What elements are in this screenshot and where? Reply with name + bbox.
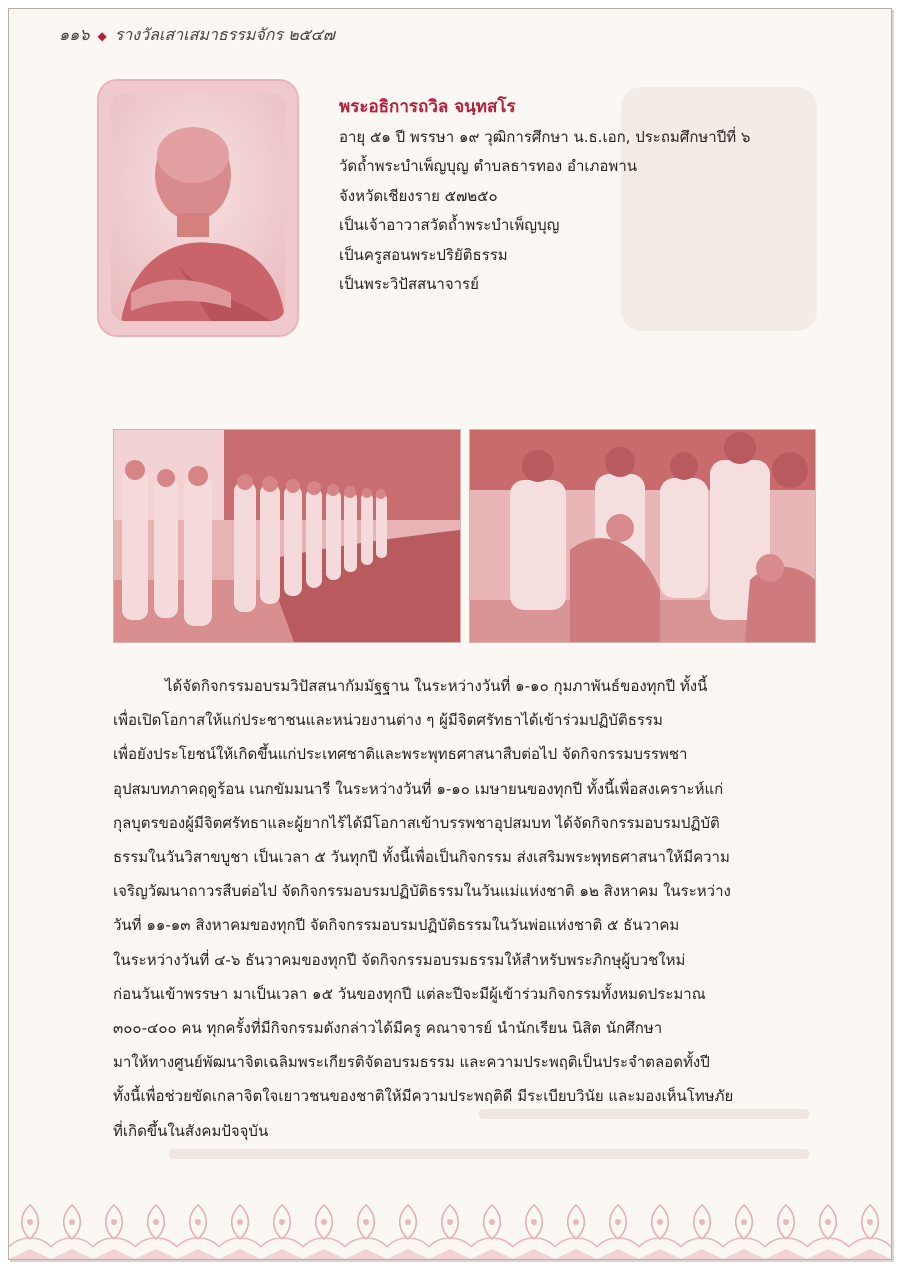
body-line: วันที่ ๑๑-๑๓ สิงหาคมของทุกปี จัดกิจกรรมอบรมปฏิบัติธรรมในวันพ่อแห่งชาติ ๕ ธันวาคม: [113, 916, 680, 935]
photo-head-shaving-ceremony: [469, 429, 816, 643]
bio-line: เป็นครูสอนพระปริยัติธรรม: [339, 245, 508, 264]
bio-line: เป็นเจ้าอาวาสวัดถ้ำพระบำเพ็ญบุญ: [339, 216, 560, 234]
monk-bio: [339, 93, 750, 300]
diamond-icon: ◆: [97, 28, 107, 43]
body-line: กุลบุตรของผู้มีจิตศรัทธาและผู้ยากไร้ได้มีโอกาสเข้าบรรพชาอุปสมบท ได้จัดกิจกรรมอบรมปฏิบัติ: [113, 813, 720, 832]
bio-line: อายุ ๕๑ ปี พรรษา ๑๙ วุฒิการศึกษา น.ธ.เอก, ประถมศึกษาปีที่ ๖: [339, 127, 751, 146]
decorative-footer-pattern: [9, 1195, 891, 1259]
body-line: เจริญวัฒนาถาวรสืบต่อไป จัดกิจกรรมอบรมปฏิบัติธรรมในวันแม่แห่งชาติ ๑๒ สิงหาคม ในระหว่าง: [113, 882, 731, 901]
article-body: [113, 669, 817, 1148]
monk-name: พระอธิการถวิล จนฺทสโร: [339, 97, 516, 117]
body-line: ได้จัดกิจกรรมอบรมวิปัสสนากัมมัฐฐาน ในระหว่างวันที่ ๑-๑๐ กุมภาพันธ์ของทุกปี ทั้งนี้: [165, 677, 708, 695]
body-line: เพื่อยังประโยชน์ให้เกิดขึ้นแก่ประเทศชาติและพระพุทธศาสนาสืบต่อไป จัดกิจกรรมบรรพชา: [113, 745, 688, 764]
body-line: ๓๐๐-๔๐๐ คน ทุกครั้งที่มีกิจกรรมดังกล่าวได้มีครู คณาจารย์ นำนักเรียน นิสิต นักศึกษา: [113, 1019, 663, 1038]
page-header: [59, 23, 335, 48]
portrait-frame: [99, 81, 297, 335]
bio-line: จังหวัดเชียงราย ๕๗๒๕๐: [339, 186, 498, 205]
body-line: อุปสมบทภาคฤดูร้อน เนกขัมมนารี ในระหว่างวันที่ ๑-๑๐ เมษายนของทุกปี ทั้งนี้เพื่อสงเคราะห์แก่: [113, 779, 724, 798]
body-line: ที่เกิดขึ้นในสังคมปัจจุบัน: [113, 1121, 269, 1140]
bleed-through-line: [169, 1149, 809, 1159]
bio-line: วัดถ้ำพระบำเพ็ญบุญ ตำบลธารทอง อำเภอพาน: [339, 157, 638, 175]
body-line: เพื่อเปิดโอกาสให้แก่ประชาชนและหน่วยงานต่าง ๆ ผู้มีจิตศรัทธาได้เข้าร่วมปฏิบัติธรรม: [113, 711, 663, 730]
body-line: ในระหว่างวันที่ ๔-๖ ธันวาคมของทุกปี จัดกิจกรรมอบรมธรรมให้สำหรับพระภิกษุผู้บวชใหม่: [113, 950, 686, 969]
body-line: ทั้งนี้เพื่อช่วยขัดเกลาจิตใจเยาวชนของชาติให้มีความประพฤติดี มีระเบียบวินัย และมองเห็นโทษภัย: [113, 1087, 734, 1106]
body-line: มาให้ทางศูนย์พัฒนาจิตเฉลิมพระเกียรติจัดอบรมธรรม และความประพฤติเป็นประจำตลอดทั้งปี: [113, 1053, 710, 1072]
body-line: ธรรมในวันวิสาขบูชา เป็นเวลา ๕ วันทุกปี ทั้งนี้เพื่อเป็นกิจกรรม ส่งเสริมพระพุทธศาสนาให้มีความ: [113, 848, 730, 867]
page-number: ๑๑๖: [59, 25, 90, 44]
document-page: [8, 8, 892, 1260]
book-title: รางวัลเสาเสมาธรรมจักร ๒๕๔๗: [114, 25, 335, 44]
photo-monks-procession: [113, 429, 461, 643]
bio-line: เป็นพระวิปัสสนาจารย์: [339, 275, 479, 293]
body-line: ก่อนวันเข้าพรรษา มาเป็นเวลา ๑๕ วันของทุกปี แต่ละปีจะมีผู้เข้าร่วมกิจกรรมทั้งหมดประมาณ: [113, 984, 706, 1003]
monk-portrait: [111, 93, 285, 321]
